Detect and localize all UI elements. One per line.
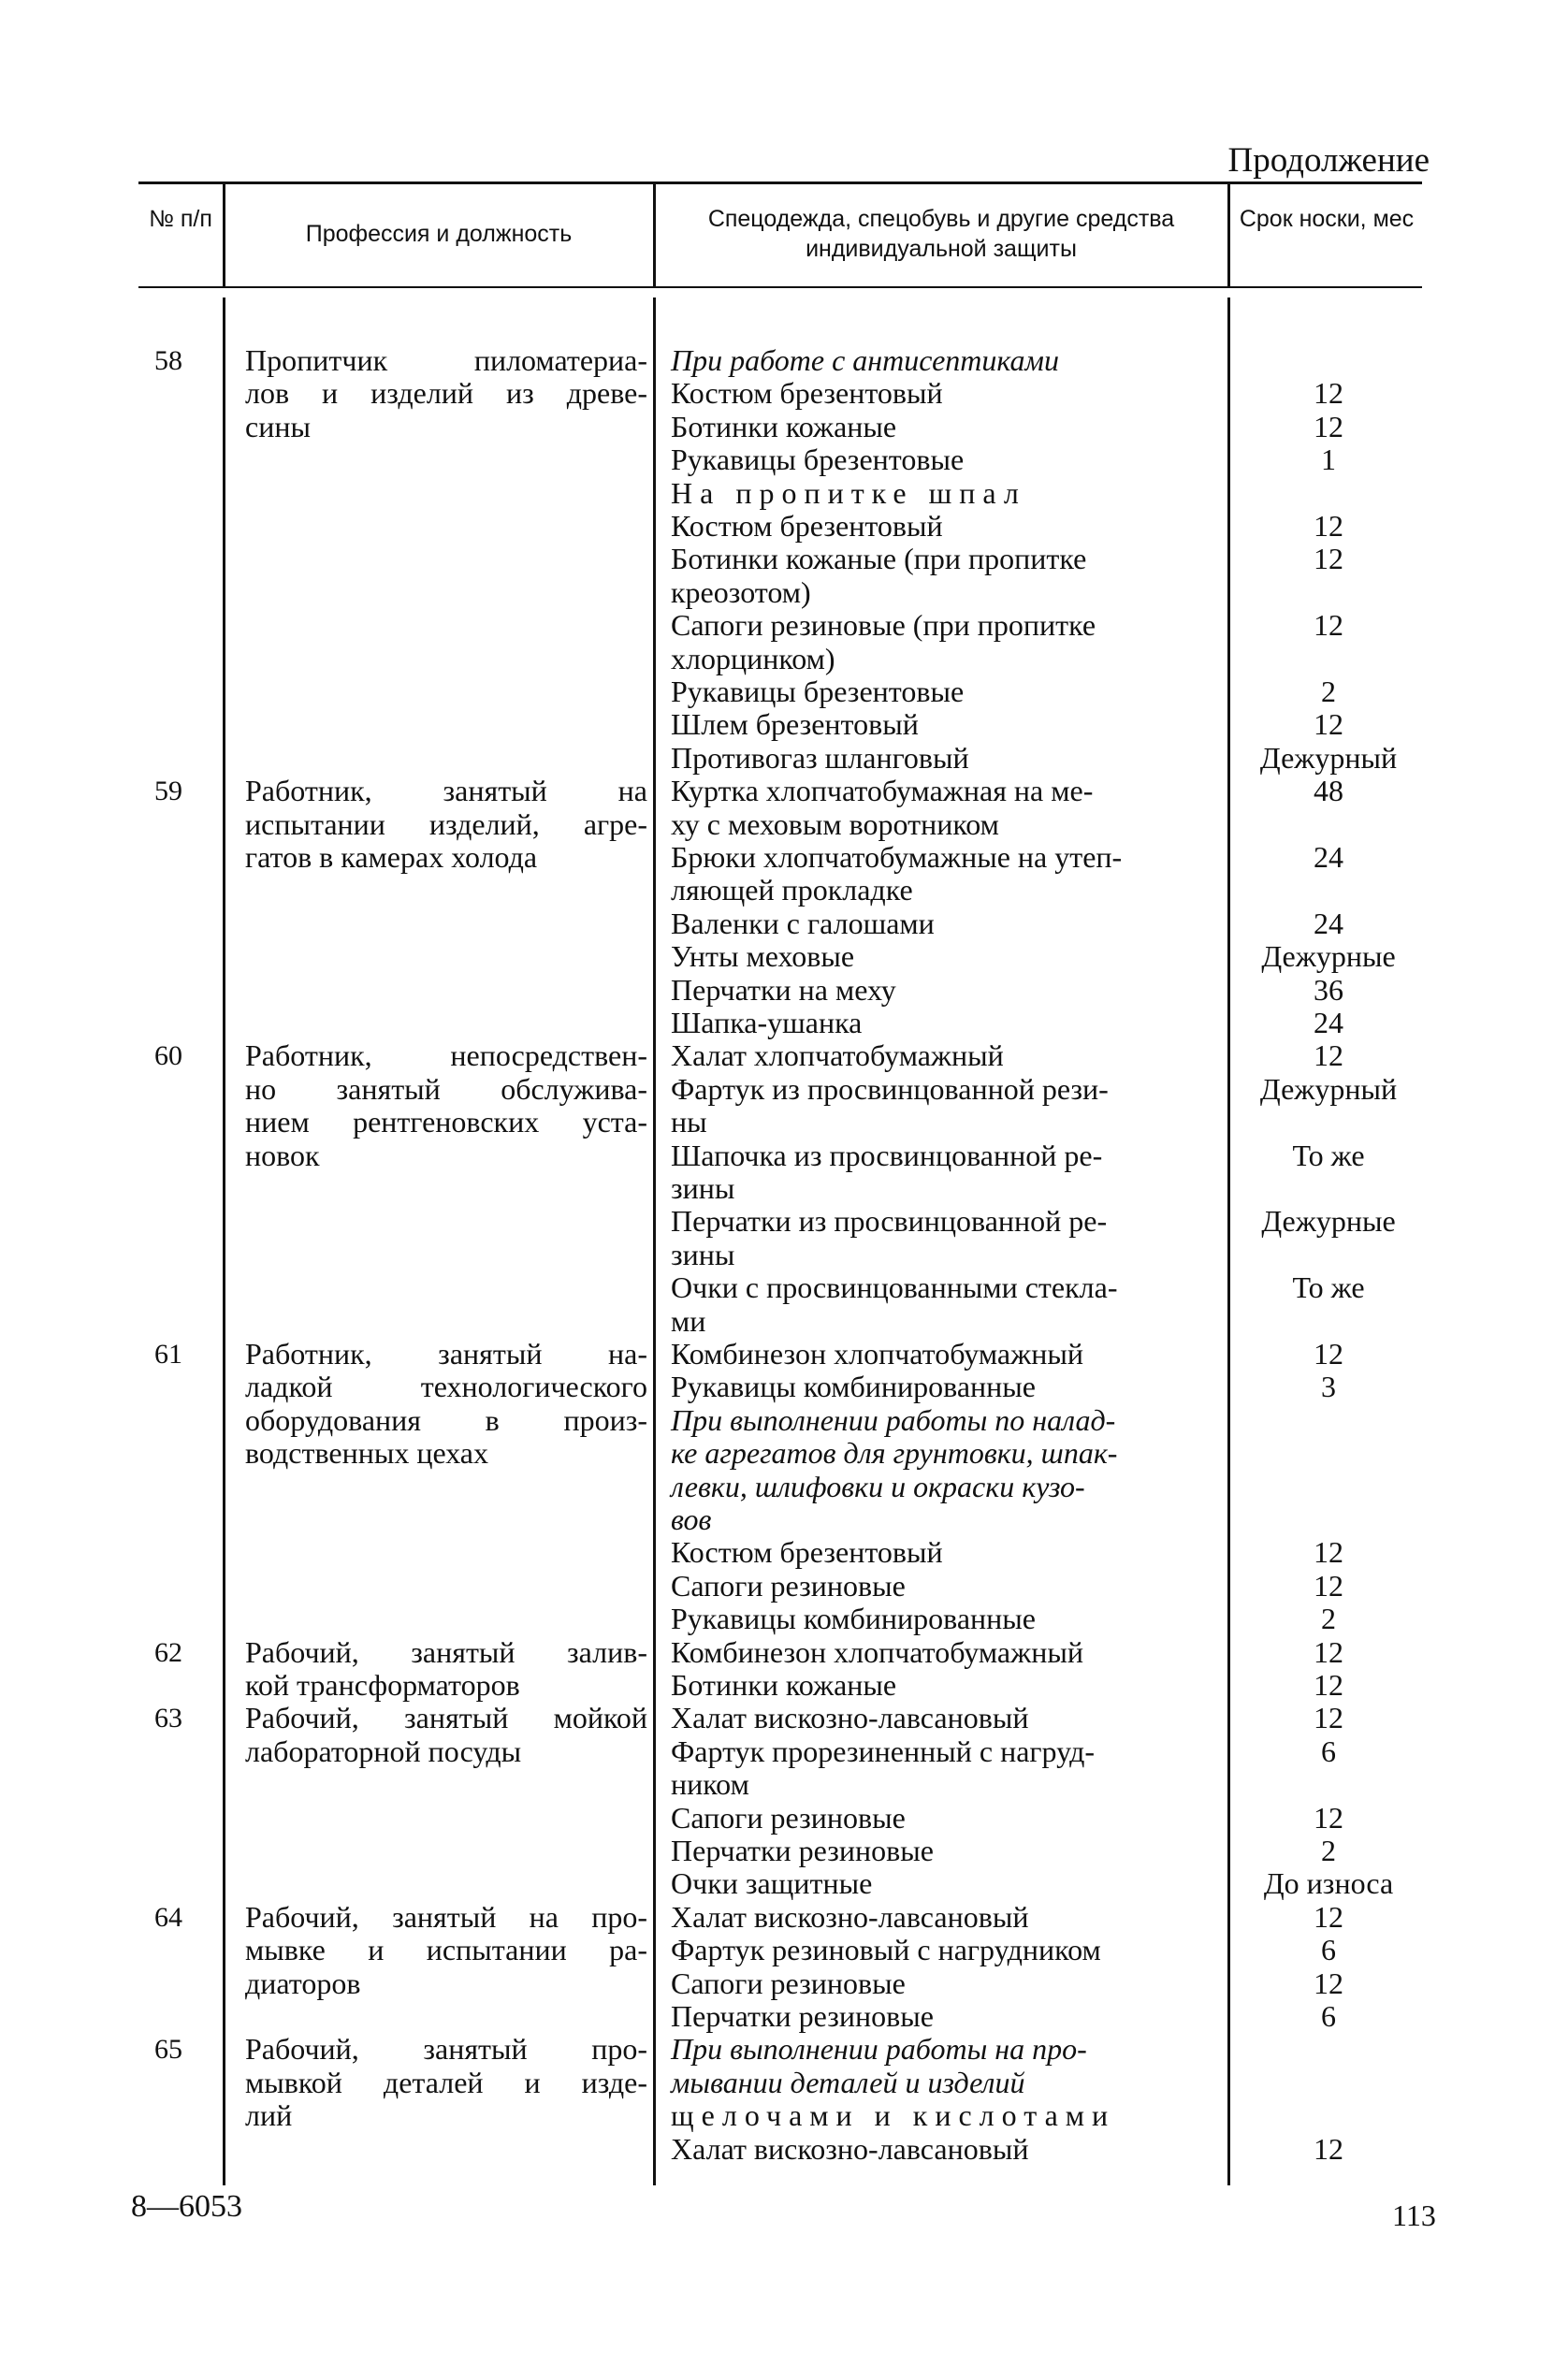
term-value: То же	[1292, 1270, 1365, 1305]
table-row	[0, 1570, 1568, 1603]
row-number: 60	[154, 1040, 182, 1072]
row-number: 63	[154, 1703, 182, 1734]
table-row	[0, 1007, 1568, 1039]
term-value: 12	[1314, 1038, 1343, 1073]
table-row	[0, 1371, 1568, 1403]
table-row	[0, 907, 1568, 940]
equipment-text: Противогаз шланговый	[671, 740, 969, 775]
equipment-text: Шапочка из просвинцованной ре-	[671, 1138, 1103, 1172]
profession-text: Работник, занятый на	[245, 774, 647, 808]
equipment-text: При работе с антисептиками	[671, 343, 1059, 377]
equipment-text: зины	[671, 1171, 735, 1205]
equipment-text: Брюки хлопчатобумажные на утеп-	[671, 840, 1123, 874]
table-row	[0, 1404, 1568, 1437]
profession-text: сины	[245, 409, 311, 443]
profession-text: кой трансформаторов	[245, 1668, 520, 1702]
equipment-text: Халат вискозно-лавсановый	[671, 1701, 1029, 1735]
equipment-text: Рукавицы брезентовые	[671, 675, 965, 708]
equipment-text: Комбинезон хлопчатобумажный	[671, 1337, 1083, 1371]
term-value: Дежурный	[1259, 1071, 1398, 1106]
term-value: 12	[1314, 1568, 1343, 1603]
term-value: 2	[1321, 1834, 1336, 1867]
equipment-text: При выполнении работы на про-	[671, 2032, 1087, 2067]
header-divider-3	[1227, 181, 1230, 286]
profession-text: Рабочий, занятый залив-	[245, 1634, 647, 1669]
table-row	[0, 1901, 1568, 1934]
equipment-text: Рукавицы брезентовые	[671, 443, 965, 477]
term-value: 2	[1321, 1602, 1336, 1636]
equipment-text: Комбинезон хлопчатобумажный	[671, 1634, 1083, 1669]
table-row	[0, 411, 1568, 443]
term-value: 12	[1314, 542, 1343, 576]
equipment-text: Сапоги резиновые (при пропитке	[671, 608, 1096, 643]
equipment-text: Перчатки резиновые	[671, 1999, 934, 2033]
equipment-text: Валенки с галошами	[671, 906, 935, 940]
table-row	[0, 1636, 1568, 1669]
term-value: 24	[1314, 840, 1343, 874]
equipment-text: Халат вискозно-лавсановый	[671, 1899, 1029, 1934]
header-profession: Профессия и должность	[305, 221, 573, 247]
row-number: 65	[154, 2034, 182, 2066]
table-row	[0, 1768, 1568, 1801]
term-value: То же	[1292, 1138, 1365, 1172]
equipment-text: Унты меховые	[671, 939, 855, 974]
equipment-text: Очки защитные	[671, 1866, 873, 1901]
footer-code: 8—6053	[131, 2189, 242, 2224]
equipment-text: зины	[671, 1237, 735, 1271]
table-header-bottom-rule	[138, 286, 1422, 288]
table-row	[0, 2133, 1568, 2166]
term-value: 12	[1314, 1535, 1343, 1570]
equipment-text: Ботинки кожаные	[671, 409, 897, 443]
equipment-text: ке агрегатов для грунтовки, шпак-	[671, 1436, 1118, 1471]
term-value: До износа	[1263, 1866, 1394, 1901]
term-value: 2	[1321, 675, 1336, 708]
table-row	[0, 1735, 1568, 1768]
equipment-text: Сапоги резиновые	[671, 1568, 906, 1603]
table-row	[0, 808, 1568, 841]
term-value: Дежурный	[1259, 740, 1398, 775]
row-number: 59	[154, 776, 182, 807]
table-row	[0, 940, 1568, 973]
equipment-text: мывании деталей и изделий	[671, 2065, 1025, 2099]
table-row	[0, 874, 1568, 907]
term-value: 1	[1321, 443, 1336, 477]
table-row	[0, 1536, 1568, 1569]
table-row	[0, 1039, 1568, 1072]
row-number: 58	[154, 345, 182, 376]
table-row	[0, 1835, 1568, 1867]
term-value: 12	[1314, 1668, 1343, 1702]
header-divider-1	[223, 181, 225, 286]
equipment-text: ми	[671, 1303, 706, 1338]
term-value: Дежурные	[1261, 939, 1396, 974]
term-value: 24	[1314, 906, 1343, 940]
table-row	[0, 1305, 1568, 1338]
table-row	[0, 1139, 1568, 1172]
term-value: 3	[1321, 1370, 1336, 1404]
table-row	[0, 643, 1568, 675]
term-value: Дежурные	[1261, 1204, 1396, 1239]
table-row	[0, 510, 1568, 543]
table-row	[0, 841, 1568, 874]
page-number: 113	[1392, 2198, 1436, 2232]
term-value: 12	[1314, 376, 1343, 411]
equipment-text: Фартук резиновый с нагрудником	[671, 1933, 1101, 1967]
term-value: 12	[1314, 409, 1343, 443]
table-row	[0, 1934, 1568, 1966]
table-row	[0, 609, 1568, 642]
profession-text: нием рентгеновских уста-	[245, 1105, 647, 1139]
equipment-text: Фартук из просвинцованной рези-	[671, 1071, 1109, 1106]
table-row	[0, 675, 1568, 708]
table-row	[0, 2033, 1568, 2066]
table-row	[0, 1702, 1568, 1734]
table-row	[0, 1471, 1568, 1503]
profession-text: мывке и испытании ра-	[245, 1933, 647, 1967]
equipment-text: Костюм брезентовый	[671, 1535, 943, 1570]
profession-text: оборудования в произ-	[245, 1402, 647, 1437]
equipment-text: При выполнении работы по налад-	[671, 1402, 1116, 1437]
equipment-text: левки, шлифовки и окраски кузо-	[671, 1469, 1085, 1503]
profession-text: лабораторной посуды	[245, 1734, 522, 1768]
table-row	[0, 974, 1568, 1007]
table-row	[0, 742, 1568, 775]
table-row	[0, 477, 1568, 510]
term-value: 36	[1314, 972, 1343, 1007]
term-value: 24	[1314, 1006, 1343, 1039]
term-value: 6	[1321, 1999, 1336, 2033]
table-row	[0, 1867, 1568, 1900]
profession-text: Пропитчик пиломатериа-	[245, 343, 647, 377]
equipment-text: щелочами и кислотами	[671, 2098, 1116, 2133]
header-term: Срок носки, мес	[1239, 206, 1415, 232]
equipment-text: Сапоги резиновые	[671, 1800, 906, 1835]
header-equipment: Спецодежда, спецобувь и другие средства индивидуальной защиты	[707, 206, 1175, 262]
table-row	[0, 2000, 1568, 2033]
table-row	[0, 1802, 1568, 1835]
header-num: № п/п	[149, 206, 212, 232]
equipment-text: креозотом)	[671, 574, 811, 609]
profession-text: Работник, непосредствен-	[245, 1038, 647, 1073]
equipment-text: ляющей прокладке	[671, 873, 913, 907]
profession-text: испытании изделий, агре-	[245, 806, 647, 841]
profession-text: мывкой деталей и изде-	[245, 2065, 647, 2099]
table-row	[0, 576, 1568, 609]
term-value: 12	[1314, 1337, 1343, 1371]
header-divider-2	[653, 181, 656, 286]
equipment-text: Фартук прорезиненный с нагруд-	[671, 1734, 1096, 1768]
equipment-text: На пропитке шпал	[671, 475, 1026, 510]
term-value: 48	[1314, 774, 1343, 808]
table-row	[0, 1437, 1568, 1470]
equipment-text: Ботинки кожаные (при пропитке	[671, 542, 1087, 576]
profession-text: новок	[245, 1138, 320, 1172]
equipment-text: ны	[671, 1105, 707, 1139]
term-value: 12	[1314, 1966, 1343, 2000]
table-row	[0, 543, 1568, 575]
profession-text: Рабочий, занятый мойкой	[245, 1701, 647, 1735]
profession-text: Работник, занятый на-	[245, 1337, 647, 1371]
equipment-text: Шапка-ушанка	[671, 1006, 863, 1039]
equipment-text: Халат хлопчатобумажный	[671, 1038, 1004, 1073]
profession-text: Рабочий, занятый на про-	[245, 1899, 647, 1934]
profession-text: Рабочий, занятый про-	[245, 2032, 647, 2067]
term-value: 12	[1314, 2131, 1343, 2166]
term-value: 12	[1314, 1701, 1343, 1735]
profession-text: лий	[245, 2098, 293, 2133]
equipment-text: Рукавицы комбинированные	[671, 1602, 1036, 1636]
table-row	[0, 1338, 1568, 1371]
equipment-text: Перчатки из просвинцованной ре-	[671, 1204, 1108, 1239]
profession-text: диаторов	[245, 1966, 361, 2000]
equipment-text: Костюм брезентовый	[671, 376, 943, 411]
equipment-text: Шлем брезентовый	[671, 707, 919, 742]
equipment-text: Куртка хлопчатобумажная на ме-	[671, 774, 1094, 808]
equipment-text: хлорцинком)	[671, 641, 835, 675]
term-value: 12	[1314, 608, 1343, 643]
row-number: 62	[154, 1636, 182, 1668]
table-row	[0, 1603, 1568, 1635]
table-row	[0, 1239, 1568, 1271]
table-row	[0, 708, 1568, 741]
equipment-text: Халат вискозно-лавсановый	[671, 2131, 1029, 2166]
equipment-text: Ботинки кожаные	[671, 1668, 897, 1702]
table-row	[0, 1271, 1568, 1304]
equipment-text: Костюм брезентовый	[671, 509, 943, 543]
profession-text: лов и изделий из древе-	[245, 376, 647, 411]
equipment-text: Перчатки на меху	[671, 972, 896, 1007]
table-row	[0, 443, 1568, 476]
continuation-label: Продолжение	[1227, 141, 1430, 180]
profession-text: водственных цехах	[245, 1436, 488, 1471]
table-row	[0, 1106, 1568, 1139]
table-row	[0, 2099, 1568, 2132]
table-row	[0, 1205, 1568, 1238]
equipment-text: ху с меховым воротником	[671, 806, 999, 841]
term-value: 12	[1314, 1634, 1343, 1669]
table-row	[0, 344, 1568, 377]
table-row	[0, 1172, 1568, 1205]
equipment-text: Очки с просвинцованными стекла-	[671, 1270, 1118, 1305]
table-row	[0, 377, 1568, 410]
equipment-text: Сапоги резиновые	[671, 1966, 906, 2000]
row-number: 61	[154, 1339, 182, 1370]
term-value: 6	[1321, 1933, 1336, 1967]
term-value: 12	[1314, 1800, 1343, 1835]
row-number: 64	[154, 1901, 182, 1933]
profession-text: гатов в камерах холода	[245, 840, 538, 874]
table-row	[0, 775, 1568, 807]
profession-text: но занятый обслужива-	[245, 1071, 647, 1106]
term-value: 6	[1321, 1734, 1336, 1768]
equipment-text: Перчатки резиновые	[671, 1834, 934, 1867]
term-value: 12	[1314, 707, 1343, 742]
equipment-text: Рукавицы комбинированные	[671, 1370, 1036, 1404]
table-row	[0, 1073, 1568, 1106]
equipment-text: ником	[671, 1767, 749, 1802]
table-row	[0, 2067, 1568, 2099]
profession-text: ладкой технологического	[245, 1370, 647, 1404]
table-row	[0, 1669, 1568, 1702]
term-value: 12	[1314, 1899, 1343, 1934]
table-row	[0, 1503, 1568, 1536]
table-row	[0, 1967, 1568, 2000]
term-value: 12	[1314, 509, 1343, 543]
equipment-text: вов	[671, 1502, 712, 1536]
